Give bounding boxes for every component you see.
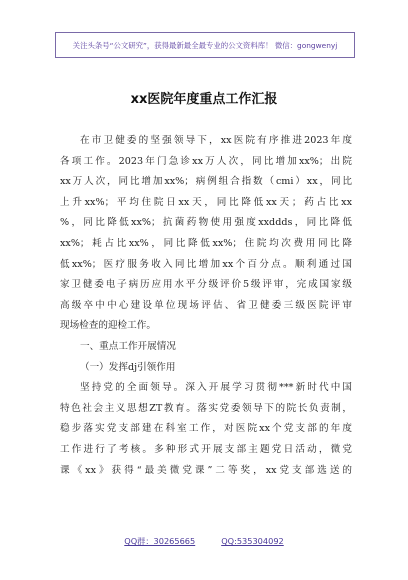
body-line: 工作进行了考核。多种形式开展支部主题党日活动，微党 <box>60 443 352 455</box>
body-line: 现场检查的迎检工作。 <box>60 320 156 332</box>
body-line: xx%；耗占比xx%，同比降低xx%；住院均次费用同比降 <box>60 237 352 249</box>
body-line: 稳步落实党支部建在科室工作，对医院xx个党支部的年度 <box>60 423 352 435</box>
body-line: xx万人次，同比增加xx%；病例组合指数（cmi）xx，同比 <box>60 176 352 188</box>
footer-qq-group: QQ群：30265665 <box>124 536 196 546</box>
body-line: 坚持党的全面领导。深入开展学习贯彻***新时代中国 <box>80 382 352 394</box>
body-line: 特色社会主义思想ZT教育。落实党委领导下的院长负责制， <box>60 402 352 414</box>
body-line: 上升xx%；平均住院日xx天，同比降低xx天；药占比xx <box>60 196 352 208</box>
body-line: 高级卒中中心建设单位现场评估、省卫健委三级医院评审 <box>60 299 352 311</box>
body-line: 各项工作。2023年门急诊xx万人次，同比增加xx%；出院 <box>60 155 352 167</box>
body-line: 课《xx》获得“最美微党课”二等奖，xx党支部选送的 <box>60 464 352 476</box>
header-banner-text: 关注头条号“公文研究”，获得最新最全最专业的公文资料库！ 微信：gongwenyj <box>72 40 338 50</box>
document-body <box>60 131 352 481</box>
document-title: xx医院年度重点工作汇报 <box>130 92 278 107</box>
body-line: 低xx%；医疗服务收入同比增加xx个百分点。顺利通过国 <box>60 258 352 270</box>
footer-contacts <box>0 536 408 547</box>
subsection-heading: （一）发挥dj引领作用 <box>80 361 176 373</box>
footer-qq-number: QQ:535304092 <box>221 536 284 546</box>
body-line: %，同比降低xx%；抗菌药物使用强度xxddds，同比降低 <box>60 217 352 229</box>
body-line: 在市卫健委的坚强领导下，xx医院有序推进2023年度 <box>80 135 352 146</box>
section-heading: 一、重点工作开展情况 <box>80 340 176 352</box>
body-line: 家卫健委电子病历应用水平分级评价5级评审，完成国家级 <box>60 279 352 291</box>
header-banner <box>55 32 355 58</box>
